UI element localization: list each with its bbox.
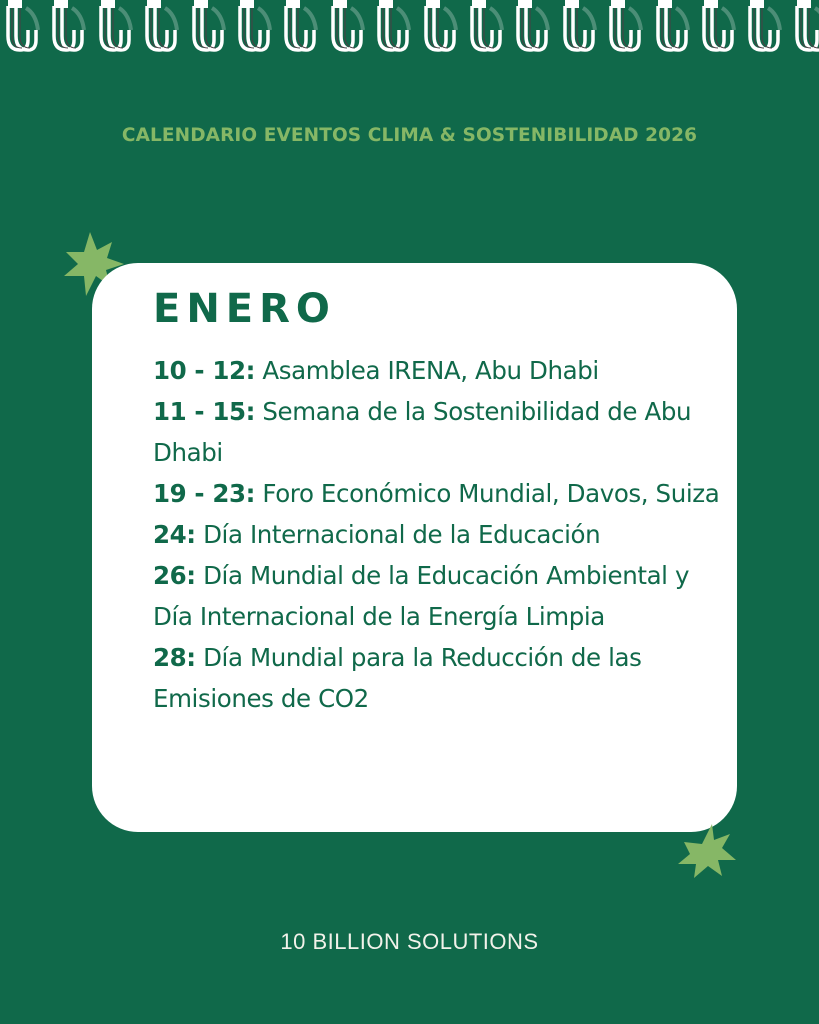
event-date: 24: bbox=[153, 520, 196, 549]
spiral-ring-icon bbox=[512, 0, 552, 56]
spiral-ring-icon bbox=[605, 0, 645, 56]
spiral-ring-icon bbox=[466, 0, 506, 56]
event-date: 19 - 23: bbox=[153, 479, 256, 508]
star-burst-icon bbox=[674, 820, 736, 880]
spiral-ring-icon bbox=[559, 0, 599, 56]
event-date: 28: bbox=[153, 643, 196, 672]
spiral-ring-icon bbox=[373, 0, 413, 56]
event-description: Semana de la Sostenibilidad de Abu Dhabi bbox=[153, 397, 692, 467]
event-description: Día Mundial para la Reducción de las Emisiones de CO2 bbox=[153, 643, 642, 713]
spiral-ring-icon bbox=[744, 0, 784, 56]
event-list bbox=[153, 350, 733, 719]
spiral-ring-icon bbox=[95, 0, 135, 56]
spiral-ring-icon bbox=[280, 0, 320, 56]
month-heading: ENERO bbox=[153, 286, 336, 332]
spiral-ring-icon bbox=[698, 0, 738, 56]
spiral-ring-icon bbox=[188, 0, 228, 56]
spiral-ring-icon bbox=[327, 0, 367, 56]
brand-footer: 10 BILLION SOLUTIONS bbox=[280, 929, 539, 954]
event-date: 11 - 15: bbox=[153, 397, 256, 426]
event-item bbox=[153, 350, 733, 391]
spiral-binding bbox=[0, 0, 819, 56]
spiral-ring-icon bbox=[2, 0, 42, 56]
spiral-ring-icon bbox=[141, 0, 181, 56]
page-title: CALENDARIO EVENTOS CLIMA & SOSTENIBILIDAD 2026 bbox=[121, 125, 698, 146]
event-date: 10 - 12: bbox=[153, 356, 256, 385]
event-description: Día Mundial de la Educación Ambiental y Día Internacional de la Energía Limpia bbox=[153, 561, 690, 631]
event-description: Foro Económico Mundial, Davos, Suiza bbox=[255, 479, 720, 508]
event-item bbox=[153, 637, 733, 719]
spiral-ring-icon bbox=[48, 0, 88, 56]
event-item bbox=[153, 473, 733, 514]
event-description: Asamblea IRENA, Abu Dhabi bbox=[255, 356, 599, 385]
event-date: 26: bbox=[153, 561, 196, 590]
spiral-ring-icon bbox=[652, 0, 692, 56]
spiral-ring-icon bbox=[420, 0, 460, 56]
event-description: Día Internacional de la Educación bbox=[195, 520, 601, 549]
spiral-ring-icon bbox=[791, 0, 819, 56]
event-item bbox=[153, 514, 733, 555]
event-item bbox=[153, 555, 733, 637]
spiral-ring-icon bbox=[234, 0, 274, 56]
event-item bbox=[153, 391, 733, 473]
